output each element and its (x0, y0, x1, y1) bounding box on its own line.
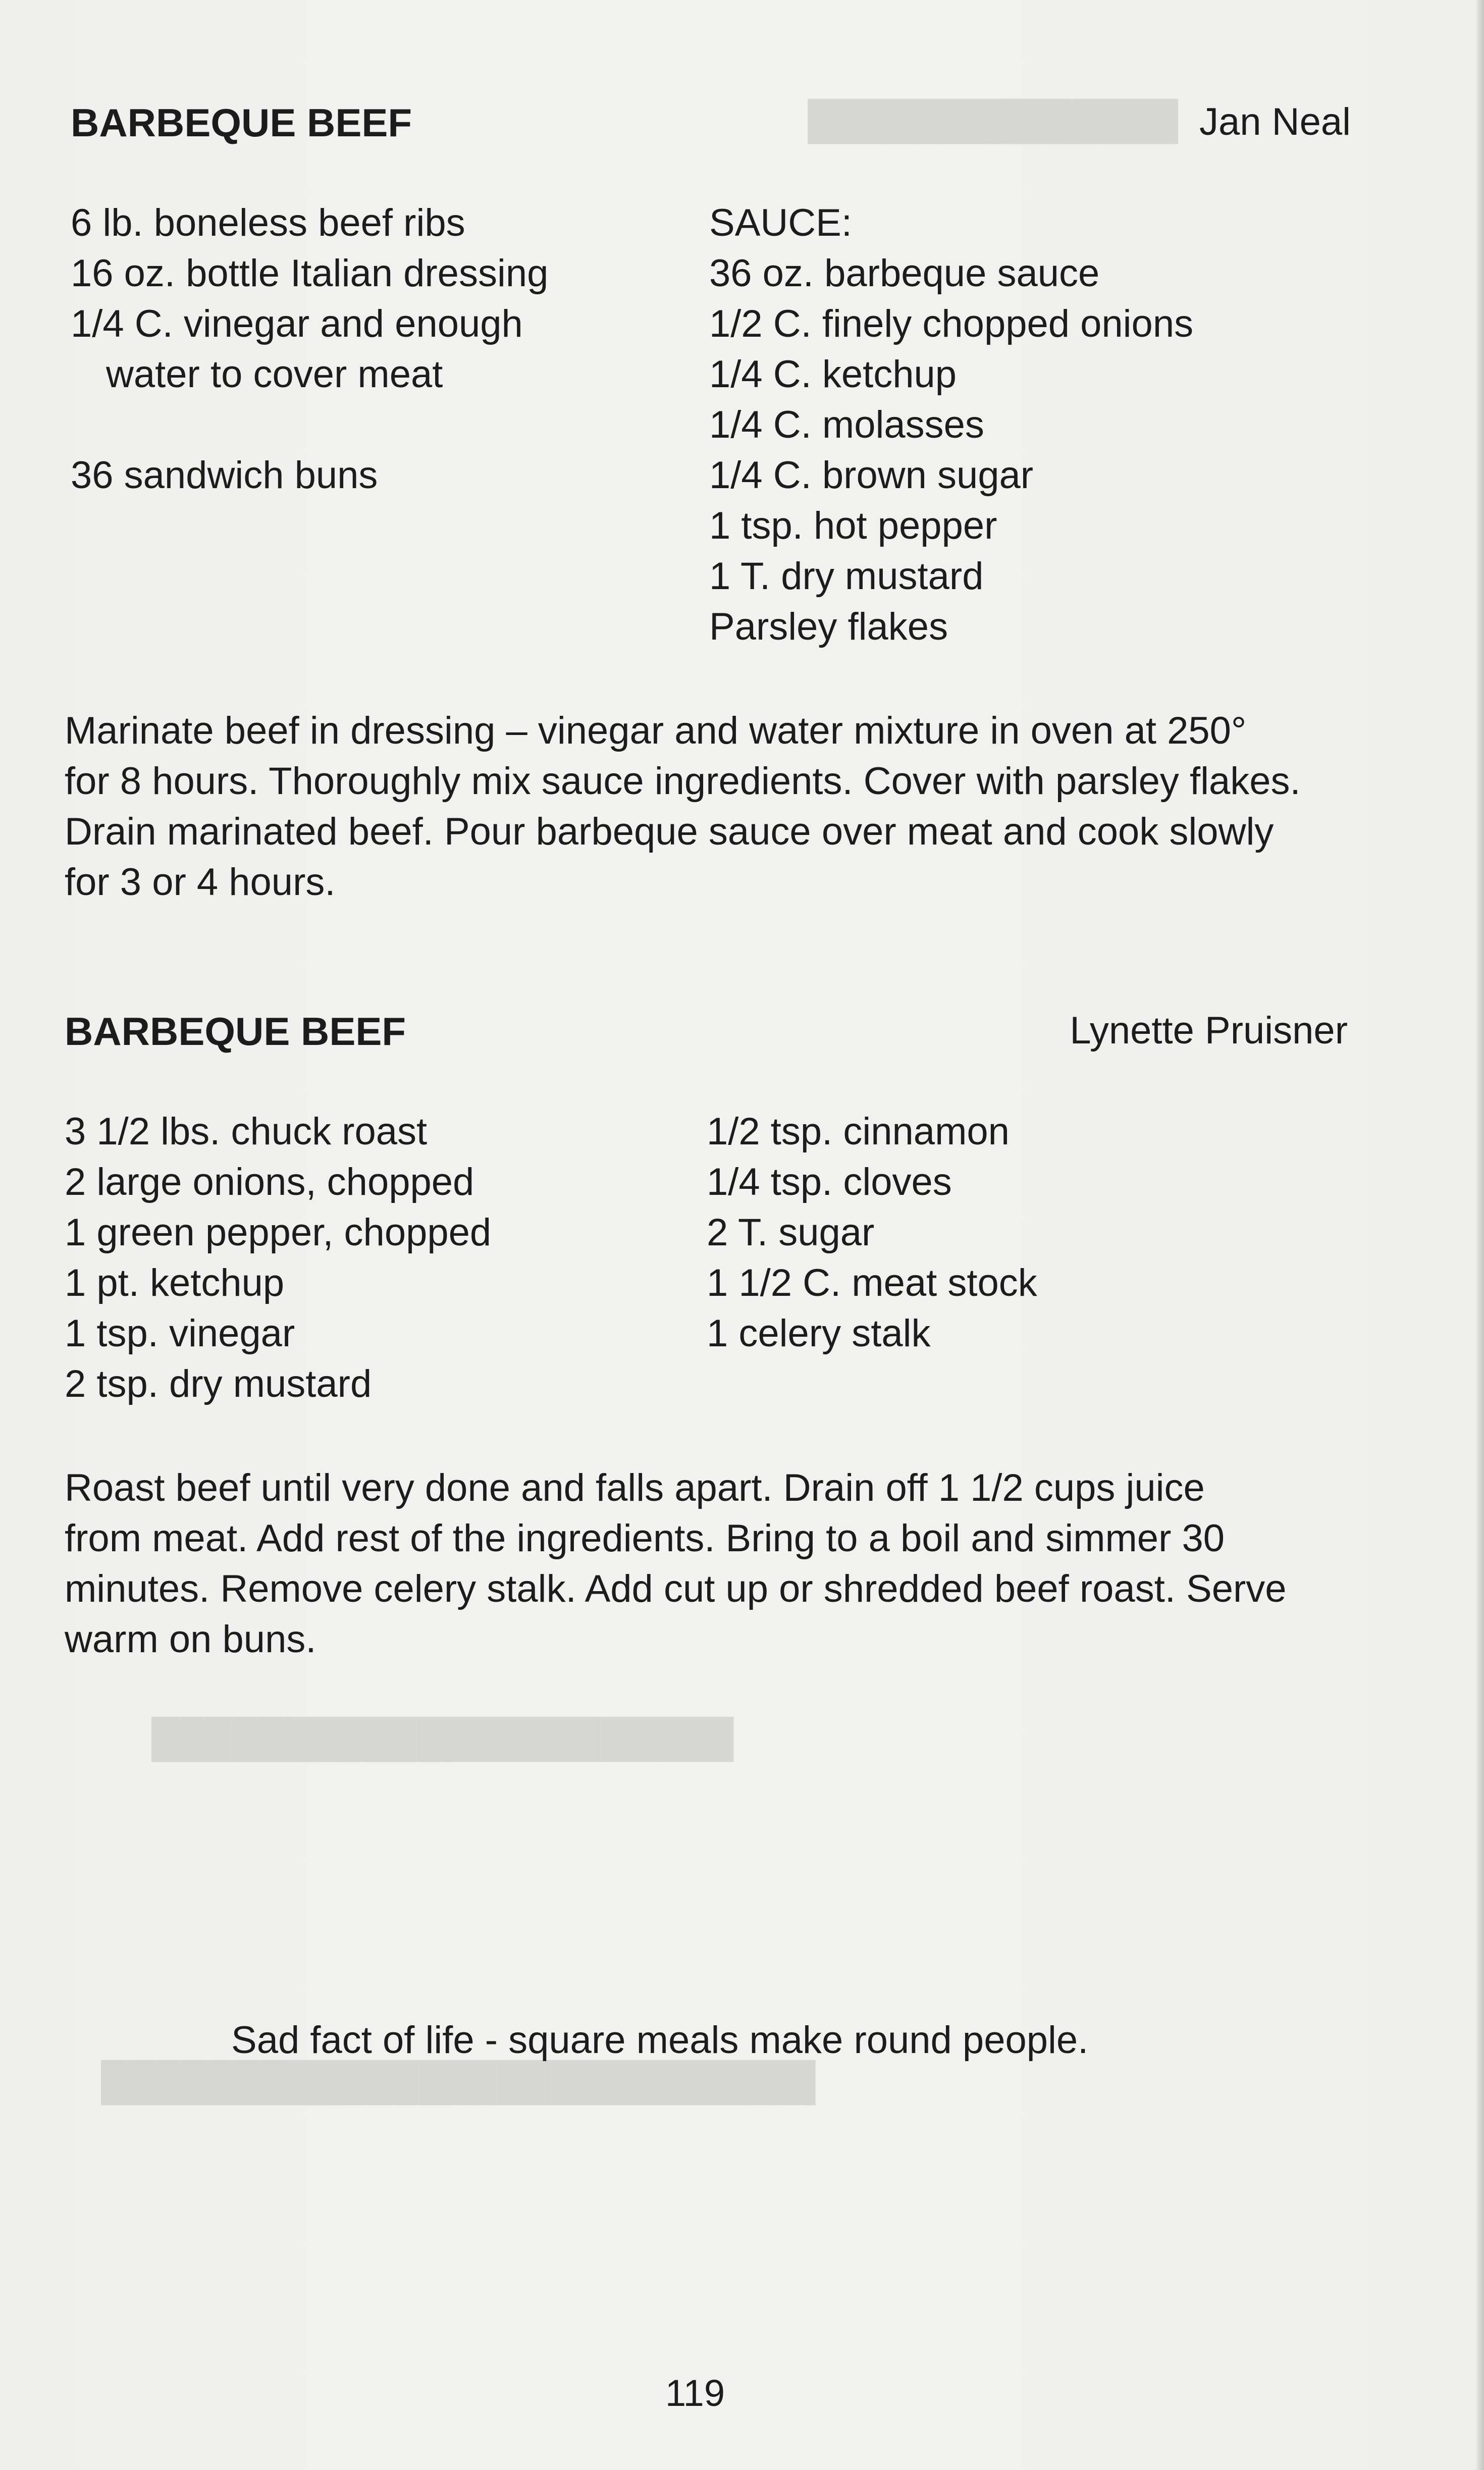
ingredient-line: 1/4 tsp. cloves (707, 1161, 952, 1203)
ingredient-line: 1 pt. ketchup (65, 1262, 285, 1304)
directions-line: from meat. Add rest of the ingredients. Bring to a boil and simmer 30 (65, 1517, 1225, 1560)
directions-line: warm on buns. (65, 1618, 316, 1661)
page-edge-shadow (1475, 0, 1484, 2470)
directions-line: for 3 or 4 hours. (65, 861, 336, 904)
ingredient-line: 1 celery stalk (707, 1312, 931, 1355)
sauce-heading: SAUCE: (709, 201, 852, 244)
directions-line: minutes. Remove celery stalk. Add cut up or shredded beef roast. Serve (65, 1567, 1287, 1610)
page-number: 119 (665, 2372, 725, 2414)
ingredient-line: Parsley flakes (709, 605, 948, 648)
ingredient-line: water to cover meat (106, 353, 443, 396)
ingredient-line: 1/4 C. vinegar and enough (71, 302, 523, 345)
ingredient-line: 1/4 C. molasses (709, 403, 984, 446)
recipe-1-author: Jan Neal (1199, 100, 1351, 143)
ingredient-line: 2 T. sugar (707, 1211, 875, 1254)
ingredient-line: 1 T. dry mustard (709, 555, 984, 598)
ingredient-line: 2 large onions, chopped (65, 1161, 474, 1203)
ingredient-line: 1 1/2 C. meat stock (707, 1262, 1037, 1304)
ingredient-line: 1 green pepper, chopped (65, 1211, 492, 1254)
ingredient-line: 3 1/2 lbs. chuck roast (65, 1110, 428, 1153)
ingredient-line: 1 tsp. vinegar (65, 1312, 295, 1355)
recipe-2-author: Lynette Pruisner (1070, 1009, 1348, 1052)
directions-line: for 8 hours. Thoroughly mix sauce ingredients. Cover with parsley flakes. (65, 760, 1301, 803)
ingredient-line: 1/2 tsp. cinnamon (707, 1110, 1010, 1153)
ingredient-line: 1/2 C. finely chopped onions (709, 302, 1194, 345)
ingredient-line: 36 oz. barbeque sauce (709, 252, 1100, 295)
ingredient-line: 1 tsp. hot pepper (709, 504, 997, 547)
recipe-1-title: BARBEQUE BEEF (71, 100, 412, 145)
recipe-2-directions (65, 1463, 1287, 1665)
bleed-through-texture: ██████████████ ██████████████████████ ███████████████████████████ (101, 99, 1179, 2102)
ingredient-line: 6 lb. boneless beef ribs (71, 201, 465, 244)
ingredient-line: 1/4 C. ketchup (709, 353, 957, 396)
directions-line: Marinate beef in dressing – vinegar and water mixture in oven at 250° (65, 709, 1247, 752)
recipe-2-title: BARBEQUE BEEF (65, 1009, 406, 1054)
ingredient-line: 2 tsp. dry mustard (65, 1362, 372, 1405)
ingredient-line: 36 sandwich buns (71, 454, 378, 497)
directions-line: Drain marinated beef. Pour barbeque sauce over meat and cook slowly (65, 810, 1274, 853)
footer-quote: Sad fact of life - square meals make round people. (231, 2019, 1089, 2062)
ingredient-line: 1/4 C. brown sugar (709, 454, 1034, 497)
ingredient-line: 16 oz. bottle Italian dressing (71, 252, 549, 295)
directions-line: Roast beef until very done and falls apart. Drain off 1 1/2 cups juice (65, 1466, 1205, 1509)
recipe-1-directions (65, 706, 1301, 908)
